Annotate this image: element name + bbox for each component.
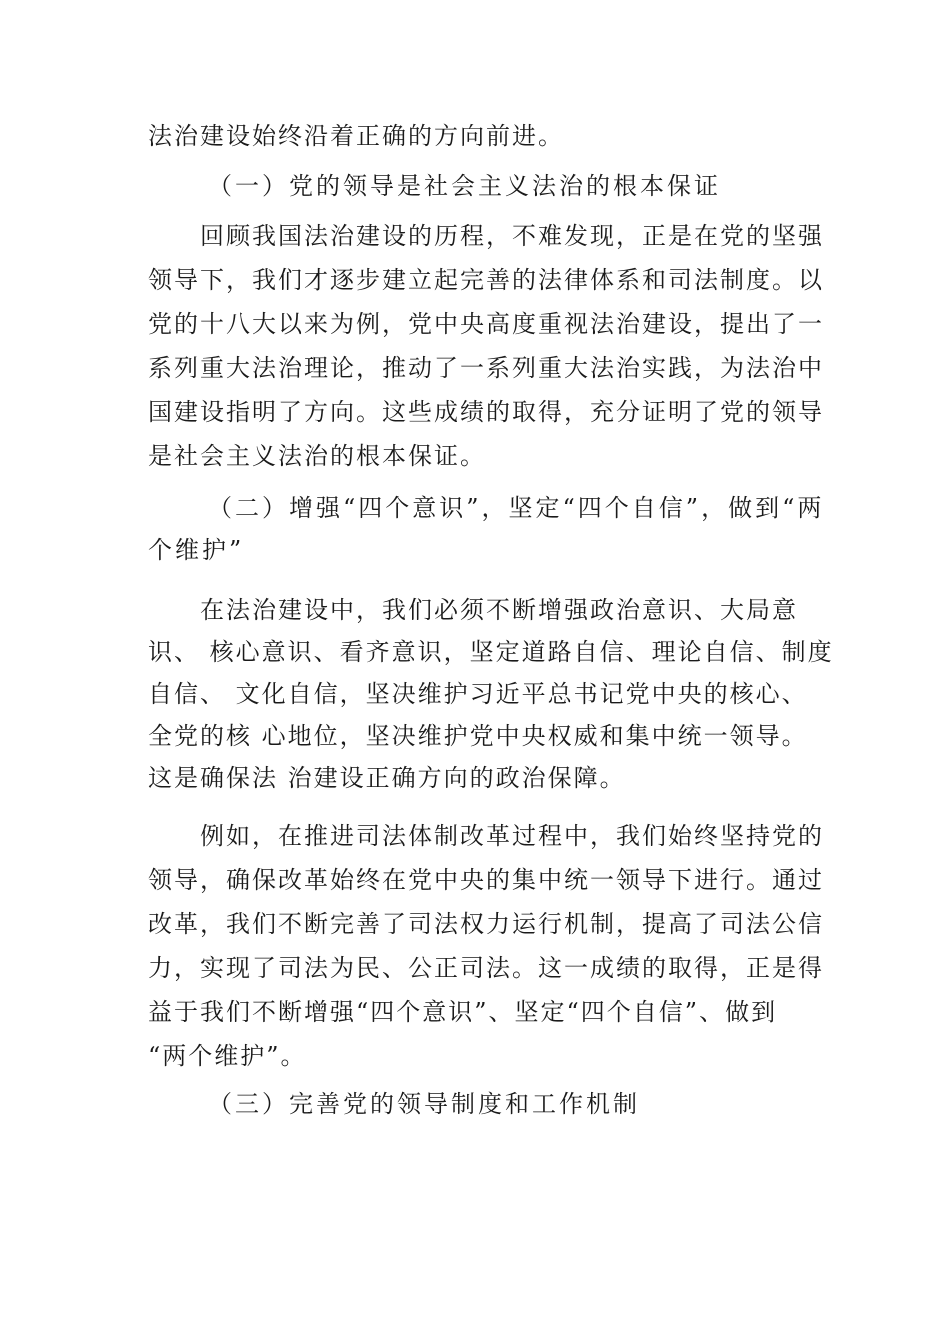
section-heading-2-cont: 个维护” [148, 536, 245, 564]
section-heading-1: （一）党的领导是社会主义法治的根本保证 [208, 172, 721, 200]
paragraph-line: 力，实现了司法为民、公正司法。这一成绩的取得，正是得 [148, 954, 824, 982]
paragraph-line: 改革，我们不断完善了司法权力运行机制，提高了司法公信 [148, 910, 824, 938]
paragraph-line: “两个维护”。 [148, 1042, 307, 1070]
paragraph-line: 领导，确保改革始终在党中央的集中统一领导下进行。通过 [148, 866, 824, 894]
paragraph-line: 党的十八大以来为例，党中央高度重视法治建设，提出了一 [148, 310, 824, 338]
section-heading-3: （三）完善党的领导制度和工作机制 [208, 1090, 640, 1118]
paragraph-line: 自信、 文化自信，坚决维护习近平总书记党中央的核心、 [148, 680, 808, 708]
paragraph-line: 是社会主义法治的根本保证。 [148, 442, 486, 470]
paragraph-line: 系列重大法治理论，推动了一系列重大法治实践，为法治中 [148, 354, 824, 382]
section-heading-2: （二）增强“四个意识”，坚定“四个自信”，做到“两 [208, 494, 825, 522]
paragraph-line: 例如，在推进司法体制改革过程中，我们始终坚持党的 [200, 822, 824, 850]
paragraph-line: 在法治建设中，我们必须不断增强政治意识、大局意 [200, 596, 798, 624]
paragraph-line: 回顾我国法治建设的历程，不难发现，正是在党的坚强 [200, 222, 824, 250]
paragraph-line: 识、 核心意识、看齐意识，坚定道路自信、理论自信、制度 [148, 638, 834, 666]
paragraph-line: 益于我们不断增强“四个意识”、坚定“四个自信”、做到 [148, 998, 778, 1026]
paragraph-line: 全党的核 心地位，坚决维护党中央权威和集中统一领导。 [148, 722, 808, 750]
paragraph-line: 法治建设始终沿着正确的方向前进。 [148, 122, 564, 150]
paragraph-line: 领导下，我们才逐步建立起完善的法律体系和司法制度。以 [148, 266, 824, 294]
paragraph-line: 这是确保法 治建设正确方向的政治保障。 [148, 764, 626, 792]
paragraph-line: 国建设指明了方向。这些成绩的取得，充分证明了党的领导 [148, 398, 824, 426]
